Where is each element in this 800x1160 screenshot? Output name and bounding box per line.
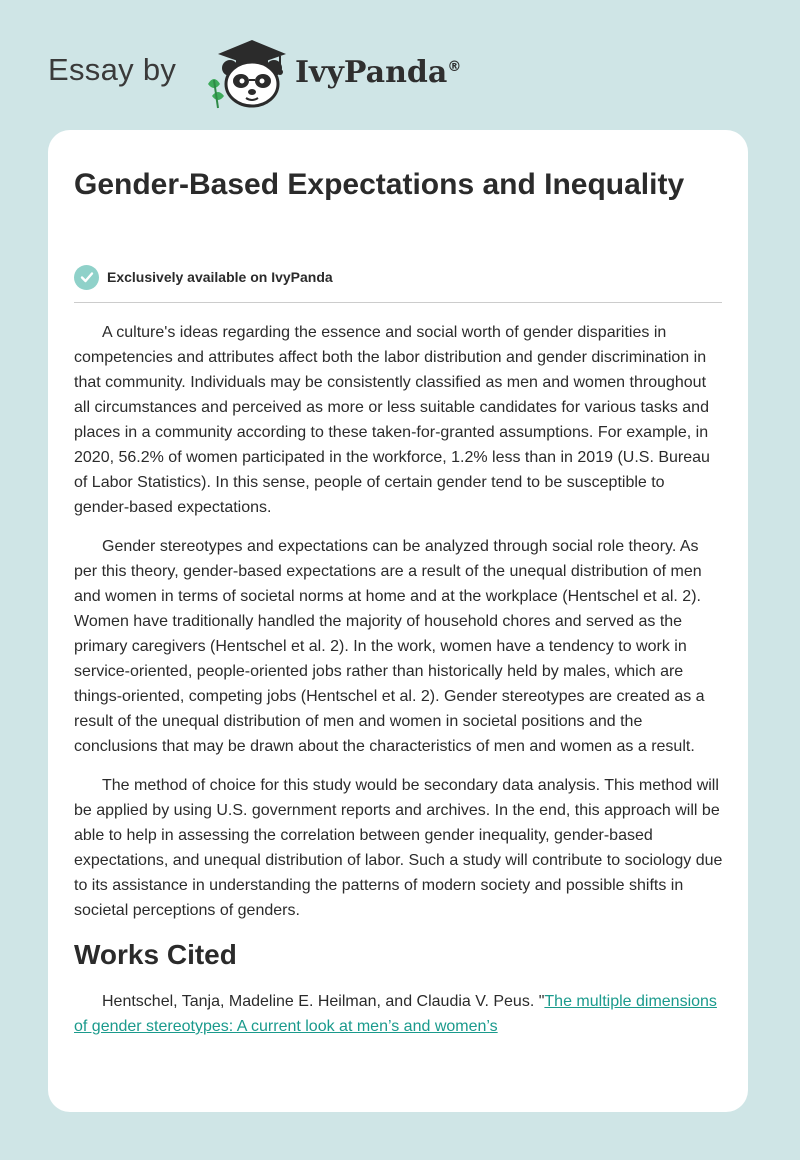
paragraph: A culture's ideas regarding the essence and social worth of gender disparities in competencies and attributes affect both the labor distribution and gender discrimination in that community. Individuals may be consistently classified as men and women throughout all circumstances and perceived as more or less suitable candidates for various tasks and places in a community according to these taken-for-granted assumptions. For example, in 2020, 56.2% of women participated in the workforce, 1.2% less than in 2019 (U.S. Bureau of Labor Statistics). In this sense, people of certain gender tend to be susceptible to gender-based expectations. <box>74 324 710 516</box>
badge-text: Exclusively available on IvyPanda <box>107 269 333 285</box>
essay-title: Gender-Based Expectations and Inequality <box>74 168 685 201</box>
brand-name[interactable]: IvyPanda® <box>295 55 462 90</box>
paragraph: The method of choice for this study would be secondary data analysis. This method will be applied by using U.S. government reports and archives. In the end, this approach will be able to help in assessing the correlation between gender inequality, gender-based expectations, and unequal distribution of labor. Such a study will contribute to sociology due to its assistance in understanding the patterns of modern society and possible shifts in societal perceptions of genders. <box>74 777 723 919</box>
essay-card <box>48 130 748 1112</box>
divider <box>74 302 722 303</box>
paragraph: Gender stereotypes and expectations can be analyzed through social role theory. As per this theory, gender-based expectations are a result of the unequal distribution of men and women in terms of societal norms at home and at the workplace (Hentschel et al. 2). Women have traditionally handled the majority of household chores and served as the primary caregivers (Hentschel et al. 2). In the work, women have a tendency to work in service-oriented, people-oriented jobs rather than historically held by males, which are things-oriented, competing jobs (Hentschel et al. 2). Gender stereotypes are created as a result of the unequal distribution of men and women in societal positions and the conclusions that may be drawn about the characteristics of men and women as a result. <box>74 538 705 755</box>
brand-prefix: Essay by <box>48 52 177 87</box>
citation-authors: Hentschel, Tanja, Madeline E. Heilman, and Claudia V. Peus. " <box>102 993 545 1010</box>
essay-body <box>74 320 724 1039</box>
panda-graduate-logo-icon[interactable] <box>200 34 290 112</box>
works-cited-heading: Works Cited <box>74 939 237 970</box>
site-header <box>0 0 800 130</box>
exclusive-badge <box>74 264 333 290</box>
citation-link[interactable]: The multiple dimensions of gender stereotypes: A current look at men’s and women’s <box>74 993 717 1035</box>
citation-entry <box>74 989 724 1039</box>
check-circle-icon <box>74 265 99 290</box>
